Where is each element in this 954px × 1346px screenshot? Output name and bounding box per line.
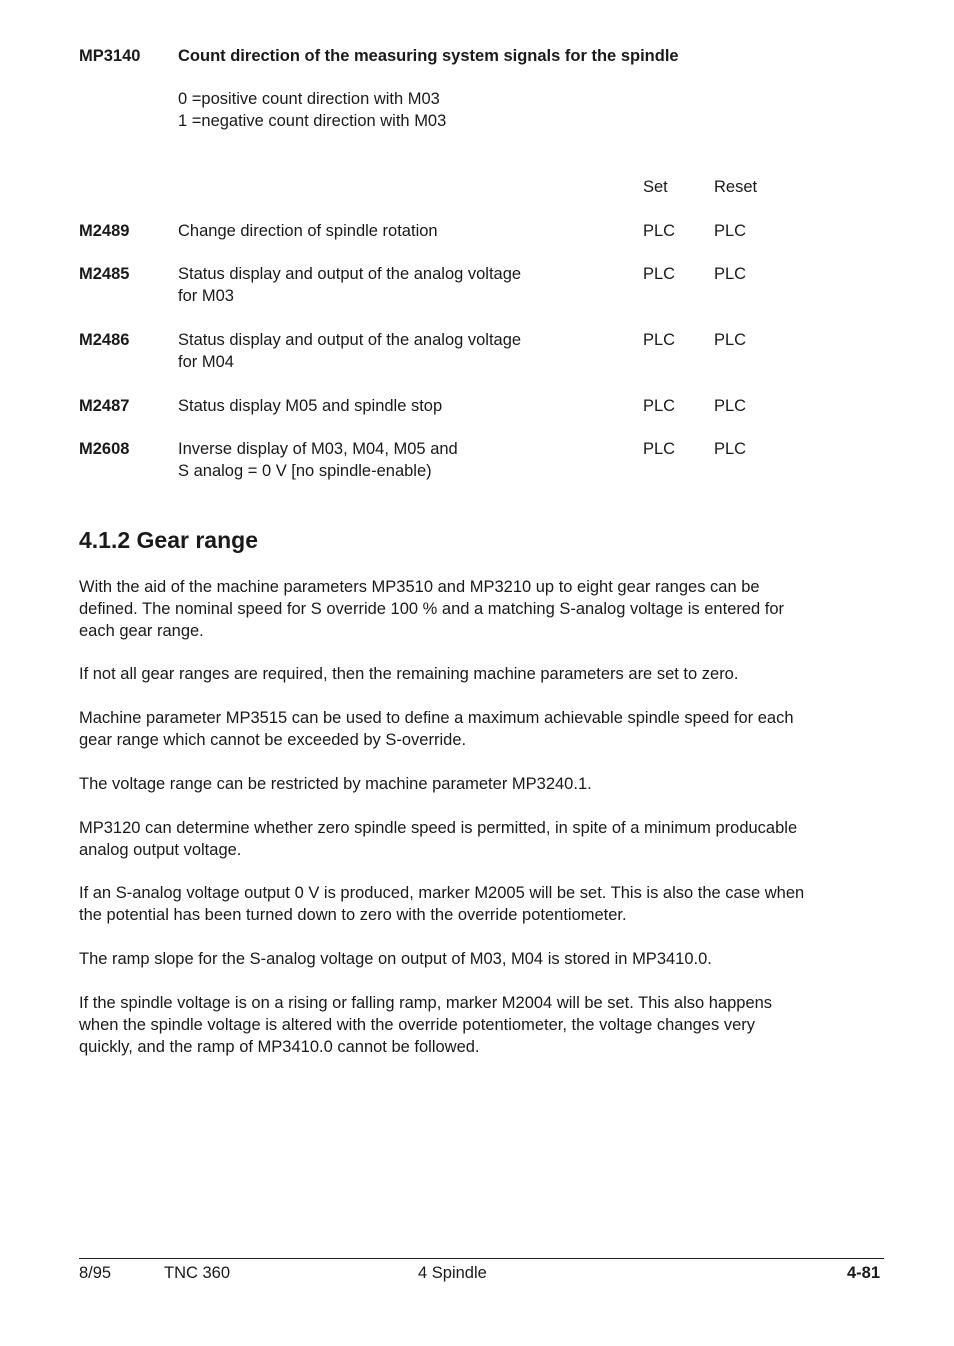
footer-divider [79, 1258, 884, 1259]
marker-description [178, 395, 618, 417]
marker-reset: PLC [714, 440, 747, 458]
footer-page-number: 4-81 [846, 1264, 880, 1282]
marker-description [178, 263, 618, 307]
footer-chapter: 4 Spindle [418, 1264, 487, 1282]
section-heading: 4.1.2 Gear range [79, 527, 258, 553]
parameter-id: MP3140 [79, 47, 141, 65]
marker-description-line: Status display M05 and spindle stop [178, 397, 443, 415]
column-header-reset: Reset [714, 178, 758, 196]
paragraph-line: analog output voltage. [79, 841, 242, 859]
marker-set: PLC [643, 265, 676, 283]
column-header-set: Set [643, 178, 668, 196]
marker-code: M2489 [79, 222, 130, 240]
marker-set: PLC [643, 222, 676, 240]
marker-set: PLC [643, 331, 676, 349]
body-paragraph [79, 948, 874, 970]
marker-description-line: for M04 [178, 353, 234, 371]
marker-set: PLC [643, 440, 676, 458]
body-paragraph [79, 817, 874, 861]
marker-description-line: Status display and output of the analog voltage [178, 331, 522, 349]
paragraph-line: when the spindle voltage is altered with the override potentiometer, the voltage changes very [79, 1016, 755, 1034]
body-paragraph [79, 707, 874, 751]
footer-model: TNC 360 [164, 1264, 231, 1282]
marker-description [178, 438, 618, 482]
paragraph-line: quickly, and the ramp of MP3410.0 cannot be followed. [79, 1038, 480, 1056]
marker-code: M2485 [79, 265, 130, 283]
body-paragraph [79, 773, 874, 795]
marker-description-line: Inverse display of M03, M04, M05 and [178, 440, 458, 458]
body-paragraph [79, 992, 874, 1058]
parameter-title: Count direction of the measuring system signals for the spindle [178, 47, 679, 65]
marker-reset: PLC [714, 265, 747, 283]
paragraph-line: gear range which cannot be exceeded by S-override. [79, 731, 467, 749]
paragraph-line: If not all gear ranges are required, then the remaining machine parameters are set to zero. [79, 665, 739, 683]
marker-code: M2608 [79, 440, 130, 458]
paragraph-line: MP3120 can determine whether zero spindle speed is permitted, in spite of a minimum producable [79, 819, 798, 837]
marker-reset: PLC [714, 331, 747, 349]
marker-description [178, 329, 618, 373]
body-paragraph [79, 663, 874, 685]
marker-reset: PLC [714, 222, 747, 240]
parameter-option-1: 1 =negative count direction with M03 [178, 112, 447, 130]
paragraph-line: Machine parameter MP3515 can be used to define a maximum achievable spindle speed for each [79, 709, 794, 727]
marker-set: PLC [643, 397, 676, 415]
paragraph-line: With the aid of the machine parameters MP3510 and MP3210 up to eight gear ranges can be [79, 578, 760, 596]
marker-description [178, 220, 618, 242]
footer-date: 8/95 [79, 1264, 112, 1282]
parameter-option-0: 0 =positive count direction with M03 [178, 90, 440, 108]
marker-reset: PLC [714, 397, 747, 415]
paragraph-line: The ramp slope for the S-analog voltage on output of M03, M04 is stored in MP3410.0. [79, 950, 712, 968]
paragraph-line: the potential has been turned down to zero with the override potentiometer. [79, 906, 627, 924]
paragraph-line: If an S-analog voltage output 0 V is produced, marker M2005 will be set. This is also the case when [79, 884, 805, 902]
paragraph-line: The voltage range can be restricted by machine parameter MP3240.1. [79, 775, 592, 793]
marker-description-line: Status display and output of the analog voltage [178, 265, 522, 283]
marker-description-line: Change direction of spindle rotation [178, 222, 438, 240]
body-paragraph [79, 882, 874, 926]
marker-description-line: S analog = 0 V [no spindle-enable) [178, 462, 432, 480]
marker-description-line: for M03 [178, 287, 234, 305]
marker-code: M2487 [79, 397, 130, 415]
body-paragraph [79, 576, 874, 642]
paragraph-line: If the spindle voltage is on a rising or falling ramp, marker M2004 will be set. This also happens [79, 994, 773, 1012]
paragraph-line: defined. The nominal speed for S override 100 % and a matching S-analog voltage is entered for [79, 600, 785, 618]
marker-code: M2486 [79, 331, 130, 349]
paragraph-line: each gear range. [79, 622, 204, 640]
